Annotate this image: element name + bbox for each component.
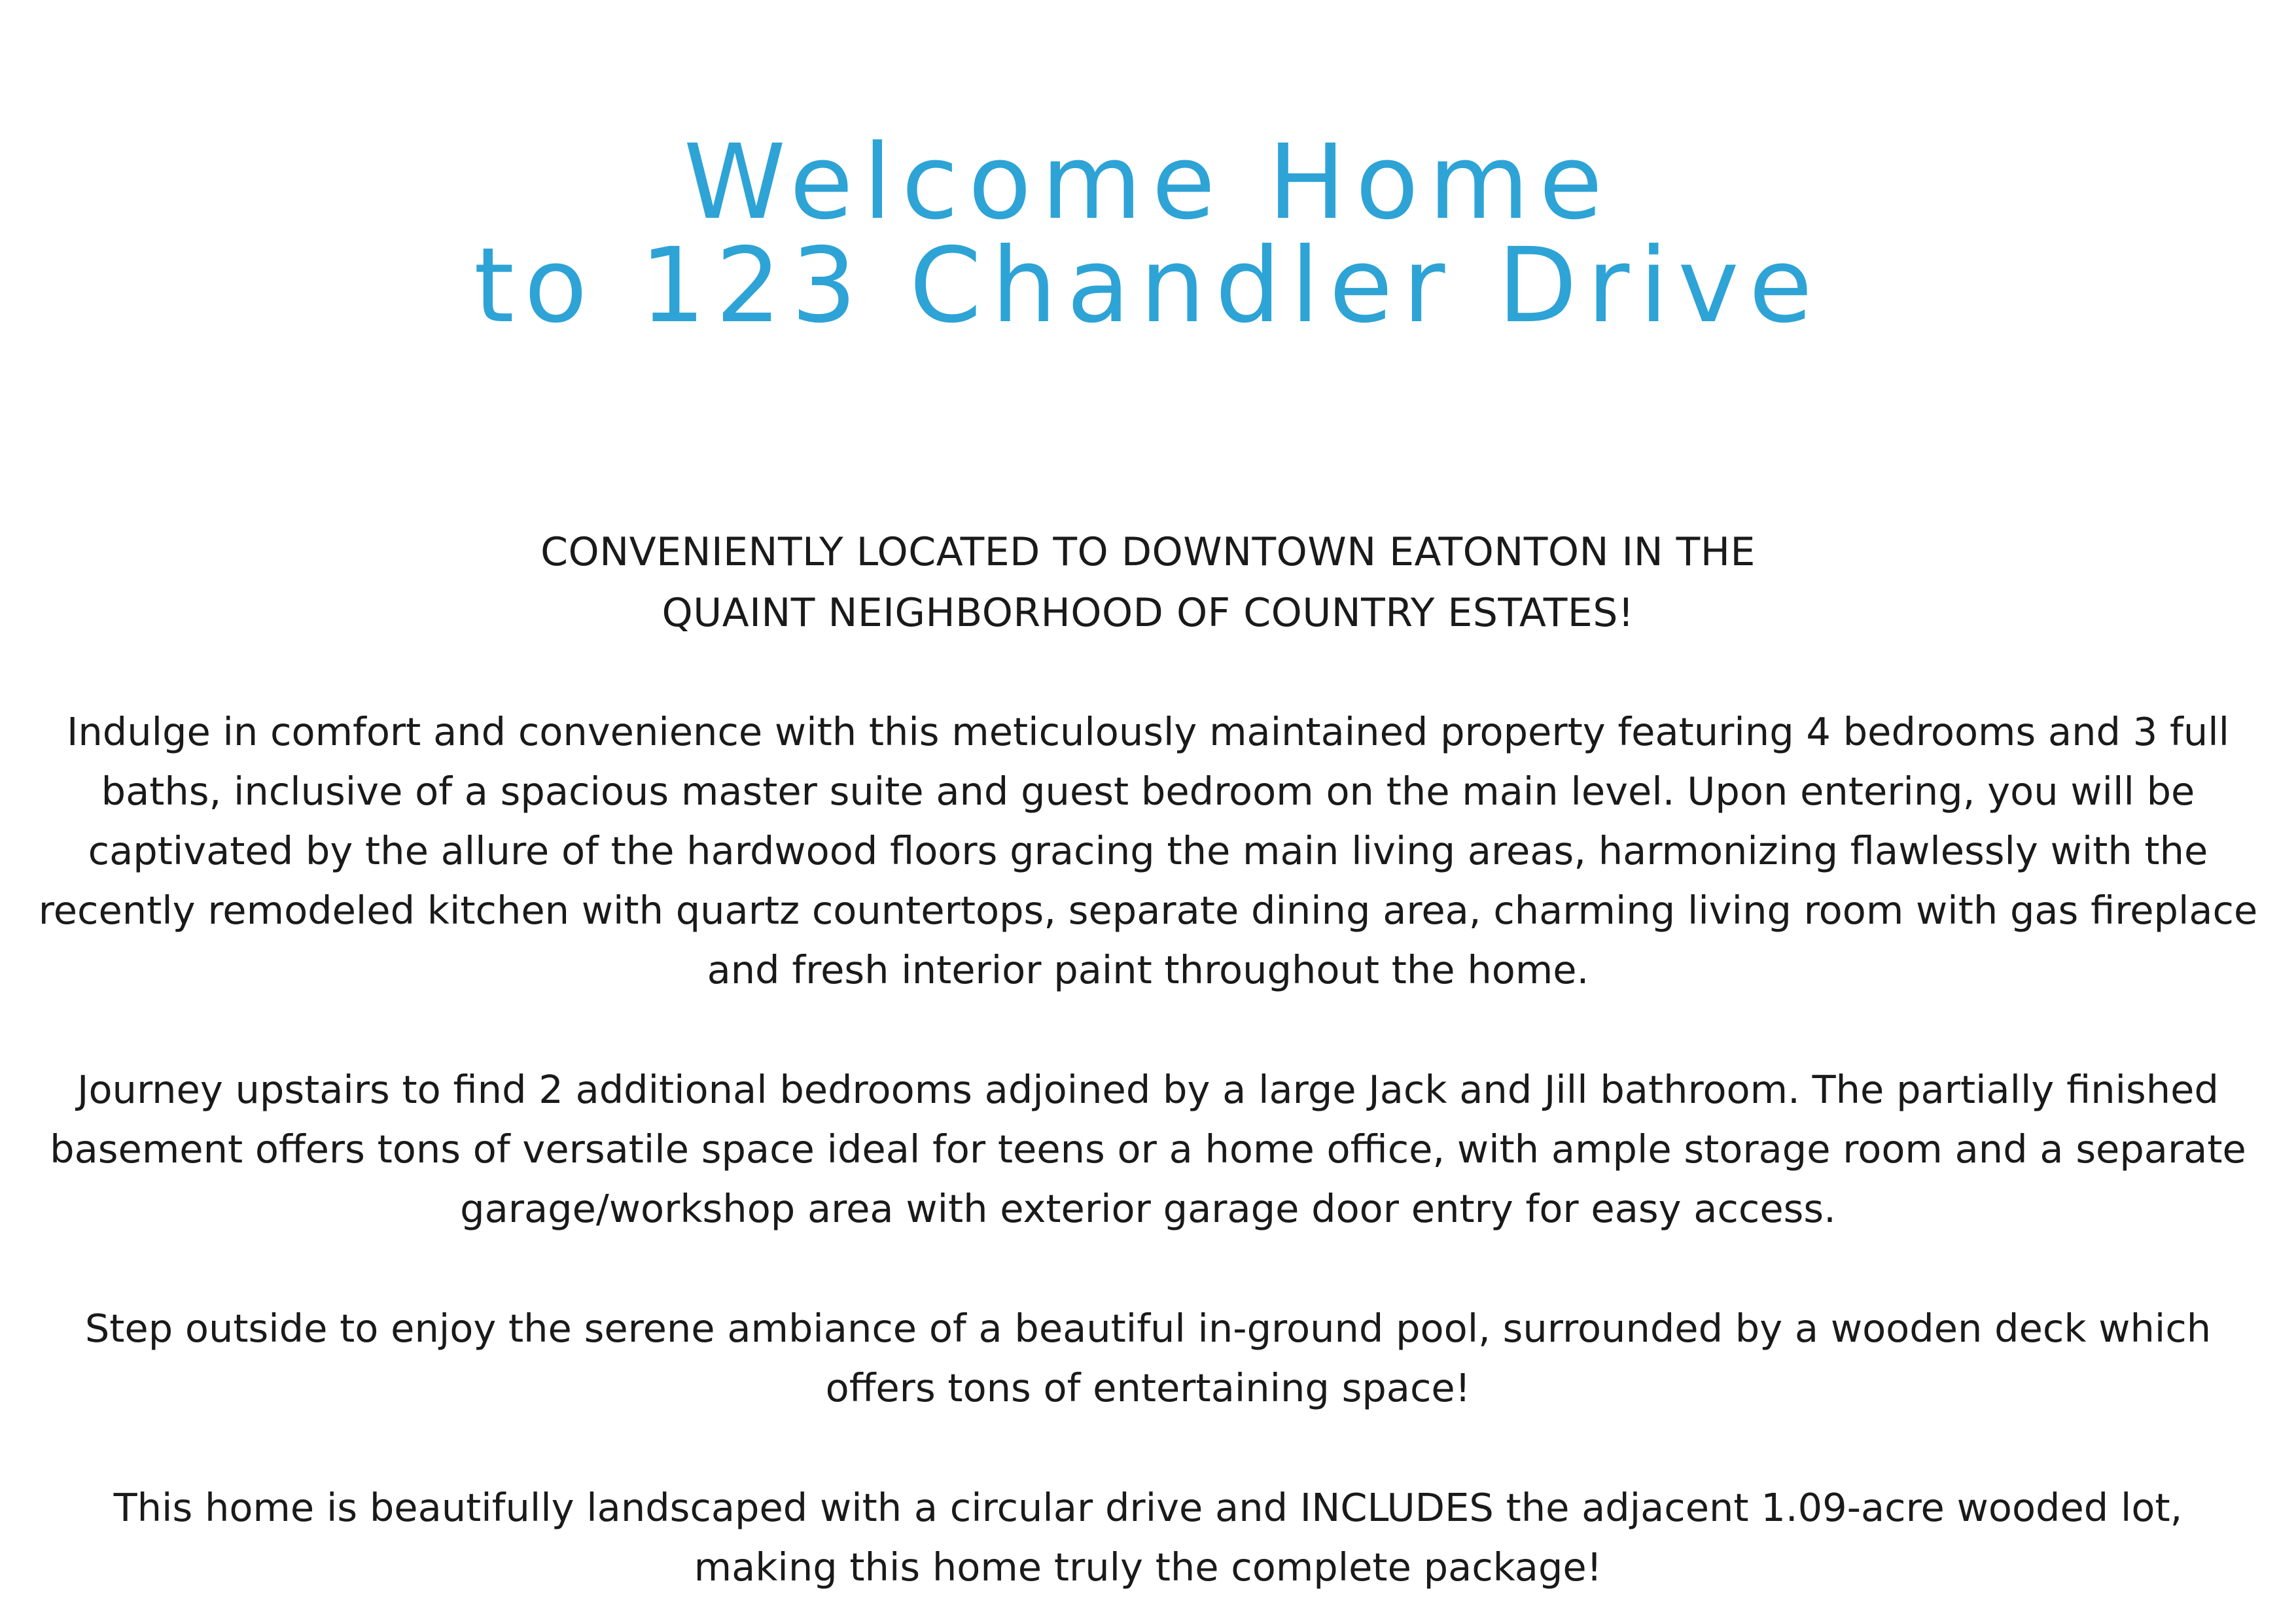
page-title <box>474 122 1822 346</box>
description-paragraph-outdoor: Step outside to enjoy the serene ambiance of a beautiful in-ground pool, surrounded by a wooden deck which offers tons of entertaining space! <box>84 1305 2212 1410</box>
subtitle-line-1: CONVENIENTLY LOCATED TO DOWNTOWN EATONTON IN THE <box>540 529 1756 575</box>
location-subtitle <box>540 522 1756 644</box>
title-line-2: to 123 Chandler Drive <box>474 226 1822 346</box>
title-line-1: Welcome Home <box>683 122 1613 243</box>
subtitle-line-2: QUAINT NEIGHBORHOOD OF COUNTRY ESTATES! <box>662 589 1634 636</box>
description-paragraph-lot: This home is beautifully landscaped with a circular drive and INCLUDES the adjacent 1.09-acre wooded lot, making this home truly the complete package! <box>113 1484 2183 1590</box>
description-paragraph-interior: Indulge in comfort and convenience with this meticulously maintained property featuring 4 bedrooms and 3 full baths, inclusive of a spacious master suite and guest bedroom on the main level. Upon entering, you will be captivated by the allure of the hardwood floors gracing the main living areas, harmonizing flawlessly with the recently remodeled kitchen with quartz countertops, separate dining area, charming living room with gas fireplace and fresh interior paint throughout the home. <box>38 708 2258 992</box>
description-paragraph-upstairs: Journey upstairs to find 2 additional bedrooms adjoined by a large Jack and Jill bathroom. The partially finished basement offers tons of versatile space ideal for teens or a home office, with ample storage room and a separate garage/workshop area with exterior garage door entry for easy access. <box>50 1066 2246 1231</box>
